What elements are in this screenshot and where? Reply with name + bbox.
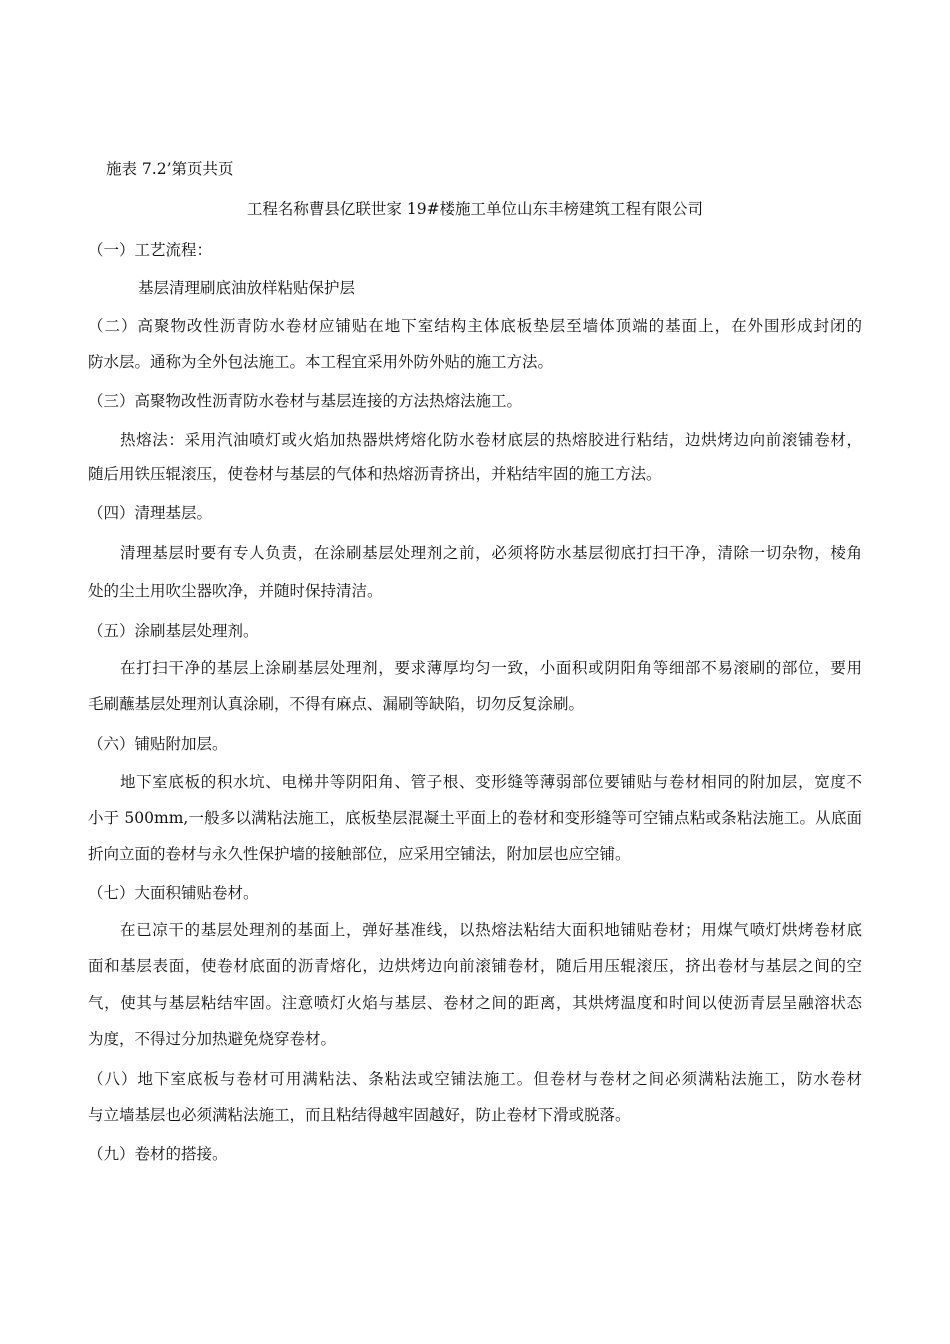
paragraph-line: 在打扫干净的基层上涂刷基层处理剂，要求薄厚均匀一致，小面积或阴阳角等细部不易滚刷的部位，要用 xyxy=(120,659,862,677)
form-label: 施表 7.2’第页共页 xyxy=(106,160,234,178)
paragraph-line: （八）地下室底板与卷材可用满粘法、条粘法或空铺法施工。但卷材与卷材之间必须满粘法施工，防水卷材 xyxy=(88,1070,862,1088)
section-heading: （六）铺贴附加层。 xyxy=(88,735,228,753)
section-heading: （九）卷材的搭接。 xyxy=(88,1145,228,1163)
section-heading: （七）大面积铺贴卷材。 xyxy=(88,884,259,902)
paragraph-line: 毛刷蘸基层处理剂认真涂刷，不得有麻点、漏刷等缺陷，切勿反复涂刷。 xyxy=(88,695,585,713)
project-title: 工程名称曹县亿联世家 19#楼施工单位山东丰榜建筑工程有限公司 xyxy=(246,200,704,218)
paragraph-line: 清理基层时要有专人负责，在涂刷基层处理剂之前，必须将防水基层彻底打扫干净，清除一切杂物，棱角 xyxy=(120,544,862,562)
paragraph-line: 地下室底板的积水坑、电梯井等阴阳角、管子根、变形缝等薄弱部位要铺贴与卷材相同的附加层，宽度不 xyxy=(120,773,862,791)
process-flow: 基层清理刷底油放样粘贴保护层 xyxy=(138,279,356,297)
paragraph-line: 处的尘土用吹尘器吹净，并随时保持清洁。 xyxy=(88,582,383,600)
section-heading: （三）高聚物改性沥青防水卷材与基层连接的方法热熔法施工。 xyxy=(88,392,523,410)
paragraph-line: 在已凉干的基层处理剂的基面上，弹好基准线，以热熔法粘结大面积地铺贴卷材；用煤气喷灯烘烤卷材底 xyxy=(120,921,862,939)
paragraph-line: 为度，不得过分加热避免烧穿卷材。 xyxy=(88,1030,337,1048)
paragraph-line: 面和基层表面，使卷材底面的沥青熔化，边烘烤边向前滚铺卷材，随后用压辊滚压，挤出卷材与基层之间的空 xyxy=(88,957,862,975)
paragraph-line: 折向立面的卷材与永久性保护墙的接触部位，应采用空铺法，附加层也应空铺。 xyxy=(88,845,631,863)
paragraph-line: 防水层。通称为全外包法施工。本工程宜采用外防外贴的施工方法。 xyxy=(88,353,554,371)
paragraph-line: 随后用铁压辊滚压，使卷材与基层的气体和热熔沥青挤出，并粘结牢固的施工方法。 xyxy=(88,465,662,483)
paragraph-line: 气，使其与基层粘结牢固。注意喷灯火焰与基层、卷材之间的距离，其烘烤温度和时间以使沥青层呈融溶状态 xyxy=(88,994,862,1012)
section-heading: （一）工艺流程： xyxy=(88,241,213,259)
section-heading: （五）涂刷基层处理剂。 xyxy=(88,622,259,640)
paragraph-line: 与立墙基层也必须满粘法施工，而且粘结得越牢固越好，防止卷材下滑或脱落。 xyxy=(88,1106,631,1124)
section-heading: （四）清理基层。 xyxy=(88,504,213,522)
paragraph-line: 热熔法：采用汽油喷灯或火焰加热器烘烤熔化防水卷材底层的热熔胶进行粘结，边烘烤边向前滚铺卷材， xyxy=(120,431,862,449)
paragraph-line: （二）高聚物改性沥青防水卷材应铺贴在地下室结构主体底板垫层至墙体顶端的基面上，在外围形成封闭的 xyxy=(88,317,862,335)
paragraph-line: 小于 500mm,一般多以满粘法施工，底板垫层混凝土平面上的卷材和变形缝等可空铺点粘或条粘法施工。从底面 xyxy=(88,809,862,827)
